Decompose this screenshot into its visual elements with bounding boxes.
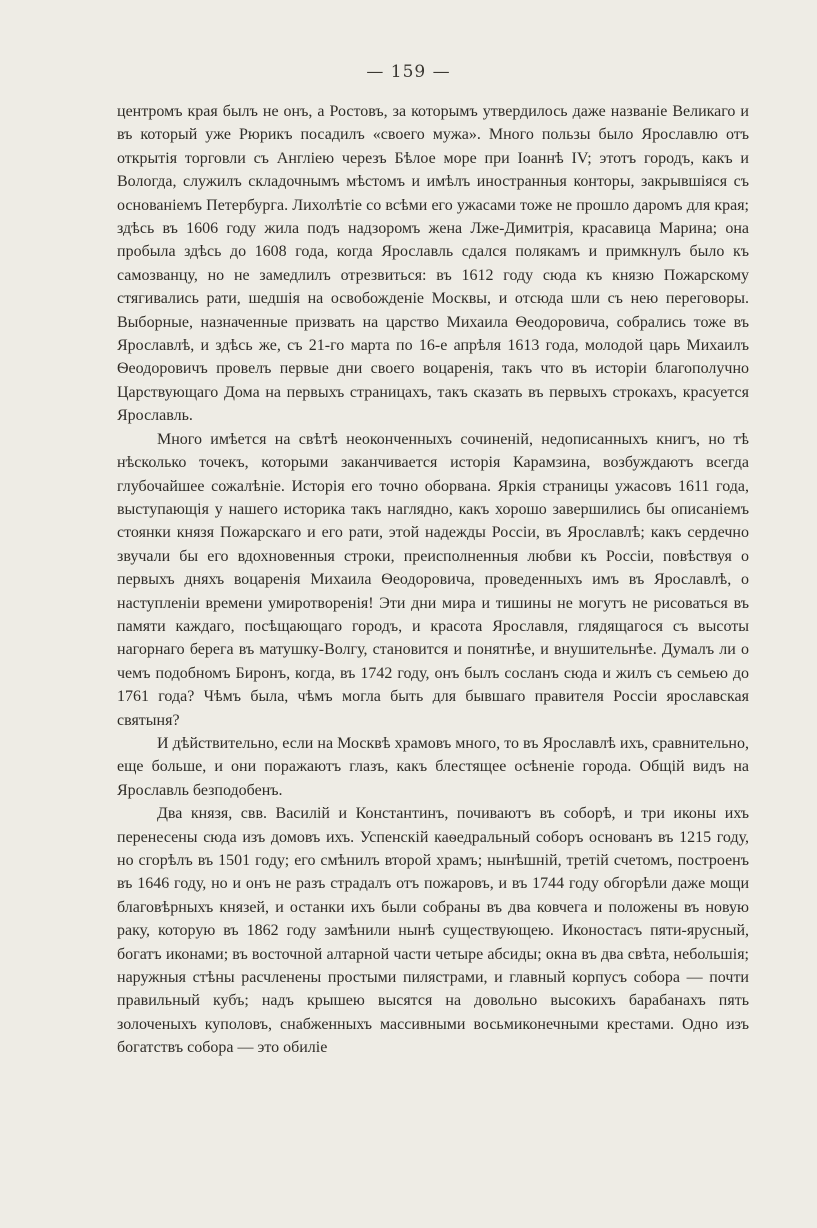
paragraph-2: Много имѣется на свѣтѣ неоконченныхъ сочиненій, недописанныхъ книгъ, но тѣ нѣсколько точекъ, которыми заканчивается исторія Карамзина, возбуждаютъ всегда глубочайшее сожалѣніе. Исторія его точно оборвана. Яркія страницы ужасовъ 1611 года, выступающія у нашего историка такъ наглядно, какъ хорошо завершились бы описаніемъ стоянки князя Пожарскаго и его рати, этой надежды Россіи, въ Ярославлѣ; какъ сердечно звучали бы его вдохновенныя строки, преисполненныя любви къ Россіи, повѣствуя о первыхъ дняхъ воцаренія Михаила Ѳеодоровича, проведенныхъ имъ въ Ярославлѣ, о наступленіи времени умиротворенія! Эти дни мира и тишины не могутъ не рисоваться въ памяти каждаго, посѣщающаго городъ, и красота Ярославля, глядящагося съ высоты нагорнаго берега въ матушку-Волгу, становится и понятнѣе, и внушительнѣе. Думалъ ли о чемъ подобномъ Биронъ, когда, въ 1742 году, онъ былъ сосланъ сюда и жилъ съ семьею до 1761 года? Чѣмъ была, чѣмъ могла быть для бывшаго правителя Россіи ярославская святыня? — [117, 430, 749, 729]
page-number: — 159 — — [366, 62, 451, 82]
paragraph-1: центромъ края былъ не онъ, а Ростовъ, за которымъ утвердилось даже названіе Великаго и въ который уже Рюрикъ посадилъ «своего мужа». Много пользы было Ярославлю отъ открытія торговли съ Англіею черезъ Бѣлое море при Іоаннѣ IV; этотъ городъ, какъ и Вологда, служилъ складочнымъ мѣстомъ и имѣлъ иностранныя конторы, закрывшіяся съ основаніемъ Петербурга. Лихолѣтіе со всѣми его ужасами тоже не прошло даромъ для края; здѣсь въ 1606 году жила подъ надзоромъ жена Лже-Димитрія, красавица Марина; она пробыла здѣсь до 1608 года, когда Ярославль сдался полякамъ и примкнулъ было къ самозванцу, но не замедлилъ отрезвиться: въ 1612 году сюда къ князю Пожарскому стягивались рати, шедшія на освобожденіе Москвы, и отсюда шли съ нею переговоры. Выборные, назначенные призвать на царство Михаила Ѳеодоровича, собрались тоже въ Ярославлѣ, и здѣсь же, съ 21-го марта по 16-е апрѣля 1613 года, молодой царь Михаилъ Ѳеодоровичъ провелъ первые дни своего воцаренія, такъ что въ исторіи благополучно Царствующаго Дома на первыхъ страницахъ, такъ сказать въ первыхъ строкахъ, красуется Ярославль. — [117, 103, 749, 425]
paragraph-4: Два князя, свв. Василій и Константинъ, почиваютъ въ соборѣ, и три иконы ихъ перенесены сюда изъ домовъ ихъ. Успенскій каѳедральный соборъ основанъ въ 1215 году, но сгорѣлъ въ 1501 году; его смѣнилъ второй храмъ; нынѣшній, третій счетомъ, построенъ въ 1646 году, но и онъ не разъ страдалъ отъ пожаровъ, и въ 1744 году обгорѣли даже мощи благовѣрныхъ князей, и останки ихъ были собраны въ два ковчега и положены въ новую раку, которую въ 1862 году замѣнили нынѣ существующею. Иконостасъ пяти-ярусный, богатъ иконами; въ восточной алтарной части четыре абсиды; окна въ два свѣта, небольшія; наружныя стѣны расчленены простыми пилястрами, и главный корпусъ собора — почти правильный кубъ; надъ крышею высятся на довольно высокихъ барабанахъ пять золоченыхъ куполовъ, снабженныхъ массивными восьмиконечными крестами. Одно изъ богатствъ собора — это обиліе — [117, 805, 749, 1057]
body-text — [117, 100, 749, 1060]
paragraph-3: И дѣйствительно, если на Москвѣ храмовъ много, то въ Ярославлѣ ихъ, сравнительно, еще больше, и они поражаютъ глазъ, какъ блестящее осѣненіе города. Общій видъ на Ярославль безподобенъ. — [117, 734, 749, 799]
